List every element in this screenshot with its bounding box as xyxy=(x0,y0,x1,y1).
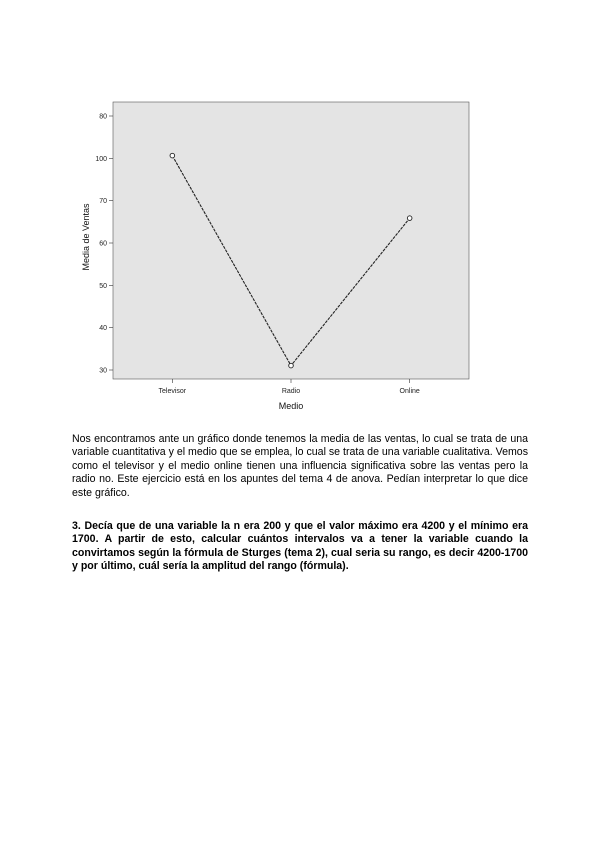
interpretation-paragraph: Nos encontramos ante un gráfico donde tenemos la media de las ventas, lo cual se trata de una variable cuantitativa y el medio que se emplea, lo cual se trata de una variable cualitativa. Vemos como el televisor y el medio online tienen una influencia significativa sobre las ventas pero la radio no. Este ejercicio está en los apuntes del tema 4 de anova. Pedían interpretar lo que dice este gráfico. xyxy=(72,433,528,499)
y-axis xyxy=(95,114,113,375)
exercise-3-paragraph: 3. Decía que de una variable la n era 200 y que el valor máximo era 4200 y el mínimo era 1700. A partir de esto, calcular cuántos intervalos va a tener la variable cuando la convirtamos según la fórmula de Sturges (tema 2), cual seria su rango, es decir 4200-1700 y por último, cuál sería la amplitud del rango (fórmula). xyxy=(72,520,528,573)
y-tick-label: 70 xyxy=(99,198,107,206)
data-point xyxy=(170,153,175,158)
data-point xyxy=(289,363,294,368)
y-tick-label: 40 xyxy=(99,325,107,333)
plot-area xyxy=(113,102,469,379)
y-tick-label: 80 xyxy=(99,113,107,121)
y-tick-label: 60 xyxy=(99,240,107,248)
x-axis xyxy=(159,379,420,395)
x-tick-label: Radio xyxy=(281,388,301,395)
y-tick-label: 50 xyxy=(99,282,107,290)
data-point xyxy=(407,216,412,221)
x-axis-label: Medio xyxy=(278,401,304,411)
x-tick-label: Televisor xyxy=(158,388,187,395)
y-axis-label: Media de Ventas xyxy=(81,203,91,271)
y-tick-label: 100 xyxy=(95,155,107,163)
y-tick-label: 30 xyxy=(99,367,107,375)
x-tick-label: Online xyxy=(399,388,420,395)
mean-sales-chart xyxy=(80,98,480,413)
